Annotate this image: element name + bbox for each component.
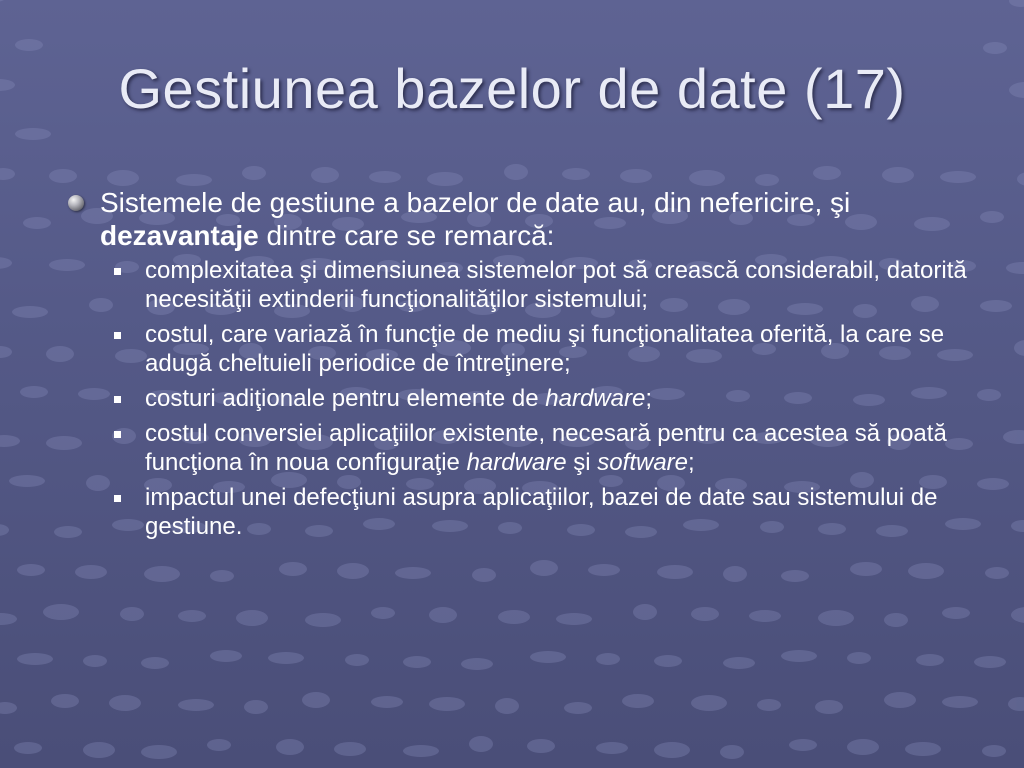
background-dot xyxy=(0,168,15,180)
background-dot xyxy=(884,692,916,708)
background-dot xyxy=(1011,520,1024,532)
background-dot xyxy=(17,564,45,576)
background-dot xyxy=(337,563,369,579)
background-dot xyxy=(178,699,214,711)
background-dot xyxy=(345,654,369,666)
background-dot xyxy=(847,739,879,755)
background-dot xyxy=(15,128,51,140)
background-dot xyxy=(43,604,79,620)
slide-content xyxy=(68,186,978,547)
background-dot xyxy=(882,167,914,183)
main-bullet xyxy=(68,186,978,252)
background-dot xyxy=(236,610,268,626)
main-bullet-text-after: dintre care se remarcă: xyxy=(258,220,555,251)
background-dot xyxy=(244,700,268,714)
background-dot xyxy=(427,172,463,186)
background-dot xyxy=(0,702,17,714)
background-dot xyxy=(654,655,682,667)
background-dot xyxy=(0,346,12,358)
background-dot xyxy=(403,745,439,757)
background-dot xyxy=(985,567,1009,579)
sub-bullet-item xyxy=(114,419,978,477)
background-dot xyxy=(210,570,234,582)
background-dot xyxy=(1011,607,1024,623)
background-dot xyxy=(472,568,496,582)
sub-bullet-text-before: costul conversiei aplicaţiilor existente, necesară pentru ca acestea să poată funcţiona în noua configuraţie xyxy=(145,420,947,476)
square-bullet-icon xyxy=(114,268,121,275)
background-dot xyxy=(1006,262,1024,274)
background-dot xyxy=(940,171,976,183)
background-dot xyxy=(334,742,366,756)
background-dot xyxy=(0,524,9,536)
background-dot xyxy=(0,435,20,447)
sub-bullet-text-after: ; xyxy=(645,385,652,412)
background-dot xyxy=(562,168,590,180)
background-dot xyxy=(49,169,77,183)
background-dot xyxy=(83,742,115,758)
background-dot xyxy=(51,694,79,708)
background-dot xyxy=(15,39,43,51)
background-dot xyxy=(176,174,212,186)
main-bullet-text-before: Sistemele de gestiune a bazelor de date au, din nefericire, şi xyxy=(100,187,851,218)
background-dot xyxy=(818,610,854,626)
background-dot xyxy=(982,745,1006,757)
square-bullet-icon xyxy=(114,396,121,403)
background-dot xyxy=(75,565,107,579)
slide-title: Gestiunea bazelor de date (17) xyxy=(118,57,906,120)
background-dot xyxy=(755,174,779,186)
background-dot xyxy=(530,560,558,576)
background-dot xyxy=(723,566,747,582)
main-bullet-bold: dezavantaje xyxy=(100,220,259,251)
background-dot xyxy=(242,166,266,180)
background-dot xyxy=(14,742,42,754)
background-dot xyxy=(815,700,843,714)
background-dot xyxy=(23,217,51,229)
background-dot xyxy=(884,613,908,627)
background-dot xyxy=(527,739,555,753)
background-dot xyxy=(0,257,12,269)
background-dot xyxy=(654,742,690,758)
sub-bullet-item xyxy=(114,256,978,314)
sub-bullet-text: complexitatea şi dimensiunea sistemelor pot să crească considerabil, datorită necesităţii extinderii funcţionalităţilor sistemului; xyxy=(145,257,967,313)
background-dot xyxy=(749,610,781,622)
sub-bullet-list xyxy=(68,256,978,541)
sub-bullet-italic: hardware xyxy=(466,449,567,476)
background-dot xyxy=(461,658,493,670)
sub-bullet-text: impactul unei defecţiuni asupra aplicaţiilor, bazei de date sau sistemului de gestiune. xyxy=(145,484,938,540)
background-dot xyxy=(371,607,395,619)
background-dot xyxy=(620,169,652,183)
background-dot xyxy=(395,567,431,579)
sub-bullet-italic: hardware xyxy=(545,385,646,412)
background-dot xyxy=(691,607,719,621)
background-dot xyxy=(689,170,725,186)
background-dot xyxy=(9,475,45,487)
background-dot xyxy=(588,564,620,576)
background-dot xyxy=(210,650,242,662)
background-dot xyxy=(276,739,304,755)
sub-bullet-text-after: ; xyxy=(688,449,695,476)
background-dot xyxy=(20,386,48,398)
background-dot xyxy=(720,745,744,759)
background-dot xyxy=(847,652,871,664)
sub-bullet-italic: software xyxy=(597,449,688,476)
sub-bullet-text-middle: şi xyxy=(566,449,598,476)
background-dot xyxy=(977,389,1001,401)
background-dot xyxy=(0,613,17,625)
background-dot xyxy=(781,650,817,662)
background-dot xyxy=(279,562,307,576)
background-dot xyxy=(311,167,339,183)
background-dot xyxy=(789,739,817,751)
background-dot xyxy=(556,613,592,625)
background-dot xyxy=(141,657,169,669)
background-dot xyxy=(1009,0,1024,7)
background-dot xyxy=(109,695,141,711)
background-dot xyxy=(302,692,330,708)
background-dot xyxy=(12,306,48,318)
background-dot xyxy=(1008,697,1024,711)
background-dot xyxy=(504,164,528,180)
background-dot xyxy=(305,613,341,627)
background-dot xyxy=(1017,172,1024,186)
background-dot xyxy=(1014,340,1024,356)
background-dot xyxy=(633,604,657,620)
background-dot xyxy=(596,653,620,665)
background-dot xyxy=(622,694,654,708)
background-dot xyxy=(908,563,944,579)
background-dot xyxy=(429,607,457,623)
background-dot xyxy=(530,651,566,663)
background-dot xyxy=(757,699,781,711)
background-dot xyxy=(983,42,1007,54)
sub-bullet-item xyxy=(114,384,978,413)
background-dot xyxy=(813,166,841,180)
background-dot xyxy=(691,695,727,711)
background-dot xyxy=(596,742,628,754)
background-dot xyxy=(495,698,519,714)
background-dot xyxy=(207,739,231,751)
background-dot xyxy=(980,211,1004,223)
sub-bullet-text: costul, care variază în funcţie de mediu şi funcţionalitatea oferită, la care se adugă cheltuieli periodice de întreţinere; xyxy=(145,321,945,377)
background-dot xyxy=(369,171,401,183)
background-dot xyxy=(657,565,693,579)
background-dot xyxy=(942,607,970,619)
background-dot xyxy=(723,657,755,669)
background-dot xyxy=(980,300,1012,312)
background-dot xyxy=(144,566,180,582)
background-dot xyxy=(178,610,206,622)
background-dot xyxy=(498,610,530,624)
background-dot xyxy=(141,745,177,759)
background-dot xyxy=(781,570,809,582)
background-dot xyxy=(83,655,107,667)
background-dot xyxy=(469,736,493,752)
background-dot xyxy=(403,656,431,668)
square-bullet-icon xyxy=(114,495,121,502)
sub-bullet-text-before: costuri adiţionale pentru elemente de xyxy=(145,385,546,412)
background-dot xyxy=(974,656,1006,668)
background-dot xyxy=(977,478,1009,490)
square-bullet-icon xyxy=(114,431,121,438)
background-dot xyxy=(371,696,403,708)
background-dot xyxy=(564,702,592,714)
background-dot xyxy=(0,0,7,2)
sub-bullet-item xyxy=(114,320,978,378)
square-bullet-icon xyxy=(114,332,121,339)
sphere-bullet-icon xyxy=(68,195,84,211)
background-dot xyxy=(850,562,882,576)
background-dot xyxy=(942,696,978,708)
background-dot xyxy=(429,697,465,711)
background-dot xyxy=(17,653,53,665)
background-dot xyxy=(1003,430,1024,444)
background-dot xyxy=(107,170,139,186)
background-dot xyxy=(905,742,941,756)
background-dot xyxy=(916,654,944,666)
background-dot xyxy=(120,607,144,621)
background-dot xyxy=(268,652,304,664)
sub-bullet-item xyxy=(114,483,978,541)
